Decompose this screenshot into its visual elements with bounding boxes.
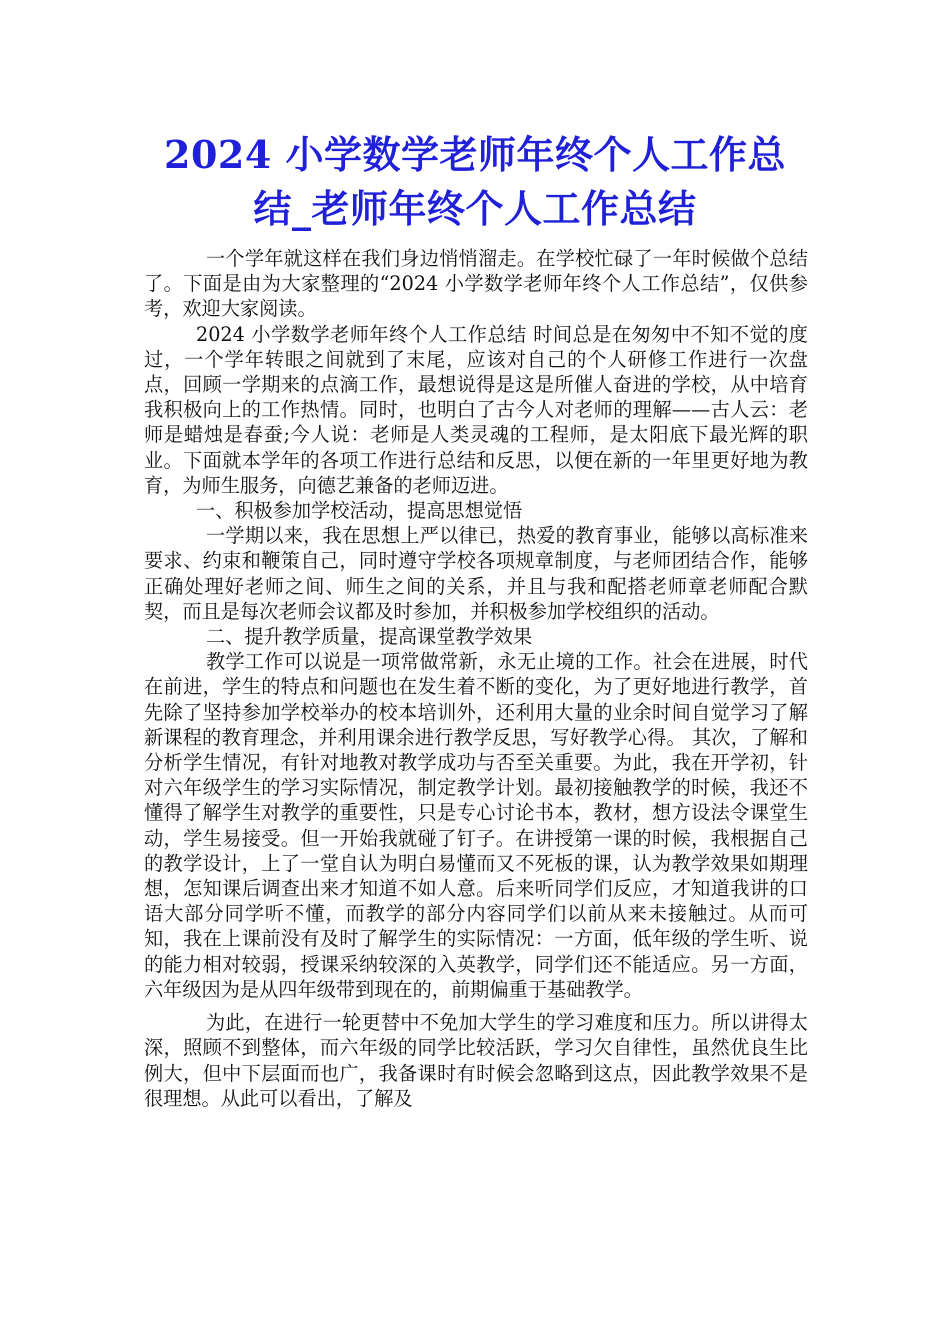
title-line-2: 结_老师年终个人工作总结: [253, 186, 697, 231]
paragraph-section-2-continued: 为此，在进行一轮更替中不免加大学生的学习难度和压力。所以讲得太深，照顾不到整体，而六年级的同学比较活跃，学习欠自律性，虽然优良生比例大，但中下层面而也广，我备课时有时候会忽略到这点，因此教学效果不是很理想。从此可以看出，了解及: [144, 1011, 808, 1110]
paragraph-section-1: 一学期以来，我在思想上严以律已，热爱的教育事业，能够以高标准来要求、约束和鞭策自己，同时遵守学校各项规章制度，与老师团结合作，能够正确处理好老师之间、师生之间的关系，并且与我和配搭老师章老师配合默契，而且是每次老师会议都及时参加，并积极参加学校组织的活动。: [144, 524, 808, 623]
title-line-1: 2024 小学数学老师年终个人工作总: [164, 132, 786, 177]
section-heading-2: 二、提升教学质量，提高课堂教学效果: [206, 625, 533, 649]
paragraph-intro: 一个学年就这样在我们身边悄悄溜走。在学校忙碌了一年时候做个总结了。下面是由为大家整理的“2024 小学数学老师年终个人工作总结”，仅供参考，欢迎大家阅读。: [144, 247, 808, 321]
paragraph-section-2: 教学工作可以说是一项常做常新，永无止境的工作。社会在进展，时代在前进，学生的特点和问题也在发生着不断的变化，为了更好地进行教学，首先除了坚持参加学校举办的校本培训外，还利用大量的业余时间自觉学习了解新课程的教育理念，并利用课余进行教学反思，写好教学心得。 其次，了解和分析学生情况，有针对地教对教学成功与否至关重要。为此，我在开学初，针对六年级学生的学习实际情况，制定教学计划。最初接触教学的时候，我还不懂得了解学生对教学的重要性，只是专心讨论书本，教材，想方设法令课堂生动，学生易接受。但一开始我就碰了钉子。在讲授第一课的时候，我根据自己的教学设计，上了一堂自认为明白易懂而又不死板的课，认为教学效果如期理想，怎知课后调查出来才知道不如人意。后来听同学们反应，才知道我讲的口语大部分同学听不懂，而教学的部分内容同学们以前从来未接触过。从而可知，我在上课前没有及时了解学生的实际情况：一方面，低年级的学生听、说的能力相对较弱，授课采纳较深的入英教学，同学们还不能适应。另一方面，六年级因为是从四年级带到现在的，前期偏重于基础教学。: [144, 650, 808, 1001]
document-title: [100, 128, 850, 236]
paragraph-summary: 2024 小学数学老师年终个人工作总结 时间总是在匆匆中不知不觉的度过，一个学年转眼之间就到了末尾，应该对自己的个人研修工作进行一次盘点，回顾一学期来的点滴工作，最想说得是这是所催人奋进的学校，从中培育我积极向上的工作热情。同时，也明白了古今人对老师的理解——古人云：老师是蜡烛是春蚕;今人说：老师是人类灵魂的工程师，是太阳底下最光辉的职业。下面就本学年的各项工作进行总结和反思，以便在新的一年里更好地为教育，为师生服务，向德艺兼备的老师迈进。: [144, 322, 808, 497]
document-body: [144, 246, 808, 1111]
section-heading-1: 一、积极参加学校活动，提高思想觉悟: [196, 499, 523, 523]
